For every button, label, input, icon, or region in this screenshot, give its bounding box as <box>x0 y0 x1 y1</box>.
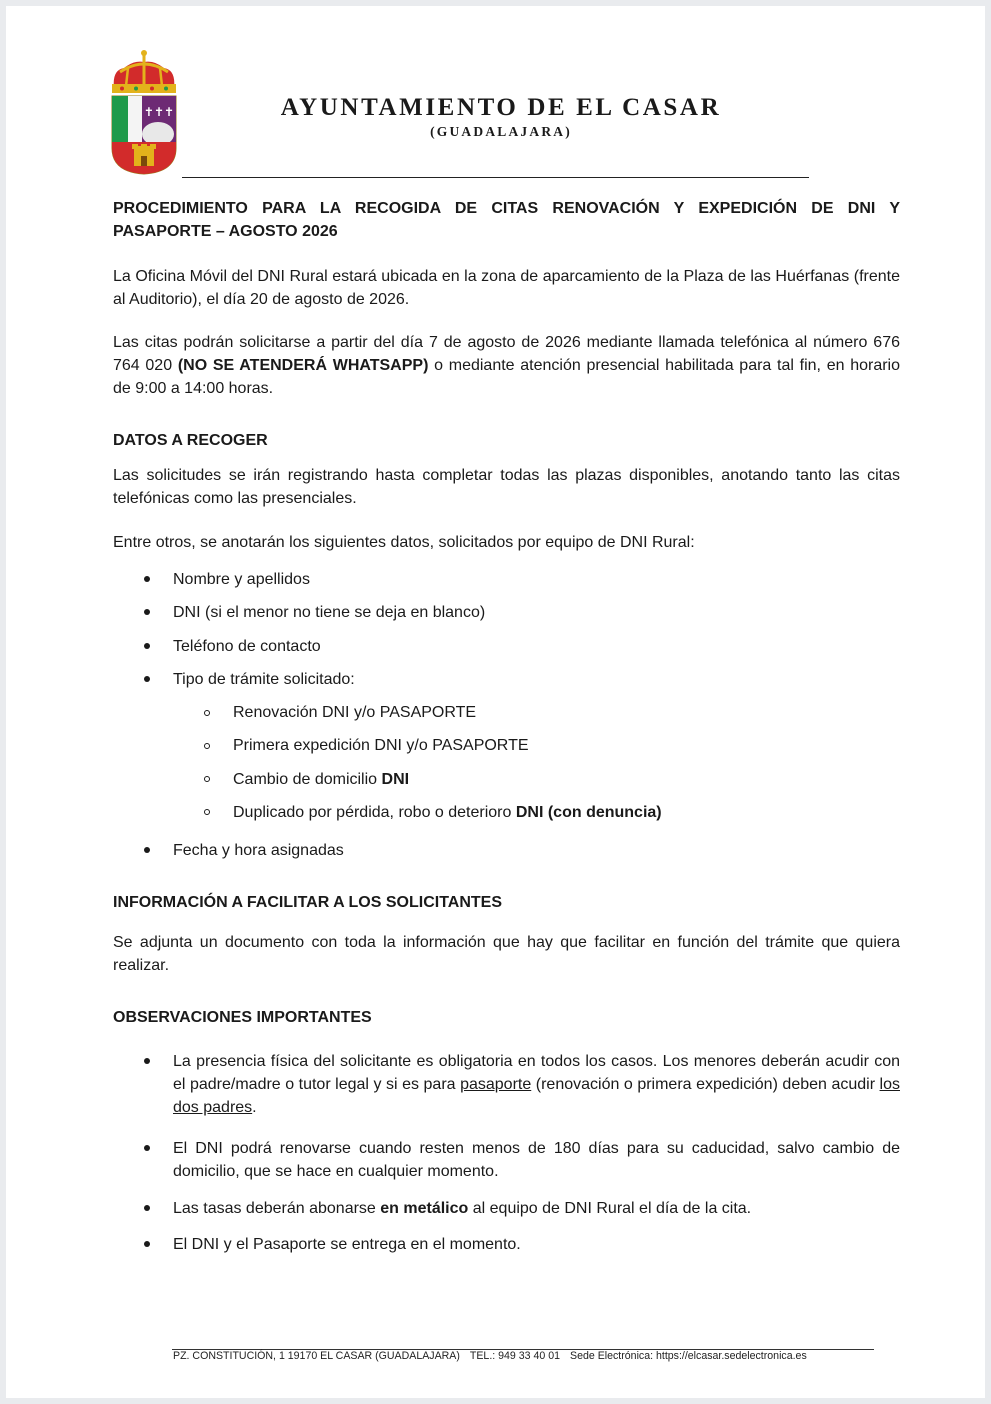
list-item: Fecha y hora asignadas <box>173 842 344 859</box>
intro-paragraph-location: La Oficina Móvil del DNI Rural estará ubicada en la zona de aparcamiento de la Plaza de las Huérfanas (frente al Auditorio), el día 20 de agosto de 2026. <box>113 268 900 308</box>
sub-list-item: Renovación DNI y/o PASAPORTE <box>233 704 477 721</box>
circle-bullet-icon <box>204 809 210 815</box>
circle-bullet-icon <box>204 776 210 782</box>
observation-item: El DNI podrá renovarse cuando resten menos de 180 días para su caducidad, salvo cambio de domicilio, que se hace en cualquier momento. <box>173 1140 900 1180</box>
bullet-icon <box>144 609 150 615</box>
sub-list-item: Cambio de domicilio DNI <box>233 771 410 788</box>
document-page <box>6 6 985 1398</box>
header-divider <box>182 177 809 178</box>
municipal-coat-of-arms-icon <box>106 48 182 176</box>
list-item: Tipo de trámite solicitado: <box>173 671 355 688</box>
list-item: Teléfono de contacto <box>173 638 321 655</box>
bullet-icon <box>144 576 150 582</box>
doc-title-line-1: PROCEDIMIENTO PARA LA RECOGIDA DE CITAS RENOVACIÓN Y EXPEDICIÓN DE DNI Y <box>113 200 900 217</box>
circle-bullet-icon <box>204 743 210 749</box>
section-heading-info: INFORMACIÓN A FACILITAR A LOS SOLICITANTES <box>113 894 503 911</box>
sub-list-item: Duplicado por pérdida, robo o deterioro DNI (con denuncia) <box>233 804 662 821</box>
doc-title-line-2: PASAPORTE – AGOSTO 2026 <box>113 223 338 240</box>
observation-item: La presencia física del solicitante es obligatoria en todos los casos. Los menores deberán acudir con el padre/madre o tutor legal y si es para pasaporte (renovación o primera expedición) deben acudir los dos padres. <box>173 1053 900 1116</box>
no-whatsapp-notice: (NO SE ATENDERÁ WHATSAPP) <box>177 357 429 374</box>
info-paragraph: Se adjunta un documento con toda la información que hay que facilitar en función del trámite que quiera realizar. <box>113 934 900 974</box>
bullet-icon <box>144 643 150 649</box>
bullet-icon <box>144 1145 150 1151</box>
bullet-icon <box>144 1205 150 1211</box>
section-heading-datos: DATOS A RECOGER <box>113 432 268 449</box>
section-heading-observaciones: OBSERVACIONES IMPORTANTES <box>113 1009 372 1026</box>
bullet-icon <box>144 847 150 853</box>
org-name: AYUNTAMIENTO DE EL CASAR <box>280 94 722 121</box>
footer-sede-link[interactable]: Sede Electrónica: https://elcasar.sedelectronica.es <box>570 1350 807 1362</box>
datos-paragraph-1: Las solicitudes se irán registrando hasta completar todas las plazas disponibles, anotando tanto las citas telefónicas como las presenciales. <box>113 467 900 507</box>
bullet-icon <box>144 1241 150 1247</box>
bullet-icon <box>144 1058 150 1064</box>
observation-item: Las tasas deberán abonarse en metálico al equipo de DNI Rural el día de la cita. <box>173 1200 752 1217</box>
footer-phone: TEL.: 949 33 40 01 <box>469 1350 561 1362</box>
datos-paragraph-2: Entre otros, se anotarán los siguientes datos, solicitados por equipo de DNI Rural: <box>113 534 695 551</box>
sub-list-item: Primera expedición DNI y/o PASAPORTE <box>233 737 529 754</box>
circle-bullet-icon <box>204 710 210 716</box>
observation-item: El DNI y el Pasaporte se entrega en el momento. <box>173 1236 521 1253</box>
list-item: Nombre y apellidos <box>173 571 310 588</box>
bullet-icon <box>144 676 150 682</box>
list-item: DNI (si el menor no tiene se deja en blanco) <box>173 604 486 621</box>
footer <box>173 1350 893 1362</box>
footer-address: PZ. CONSTITUCIÓN, 1 19170 EL CASAR (GUADALAJARA) <box>173 1350 460 1362</box>
intro-paragraph-appointments: Las citas podrán solicitarse a partir del día 7 de agosto de 2026 mediante llamada telefónica al número 676 764 020 (NO SE ATENDERÁ WHATSAPP) o mediante atención presencial habilitada para tal fin, en horario de 9:00 a 14:00 horas. <box>113 334 901 397</box>
svg-text:✝✝✝: ✝✝✝ <box>143 105 175 119</box>
org-subtitle: (GUADALAJARA) <box>430 124 572 139</box>
